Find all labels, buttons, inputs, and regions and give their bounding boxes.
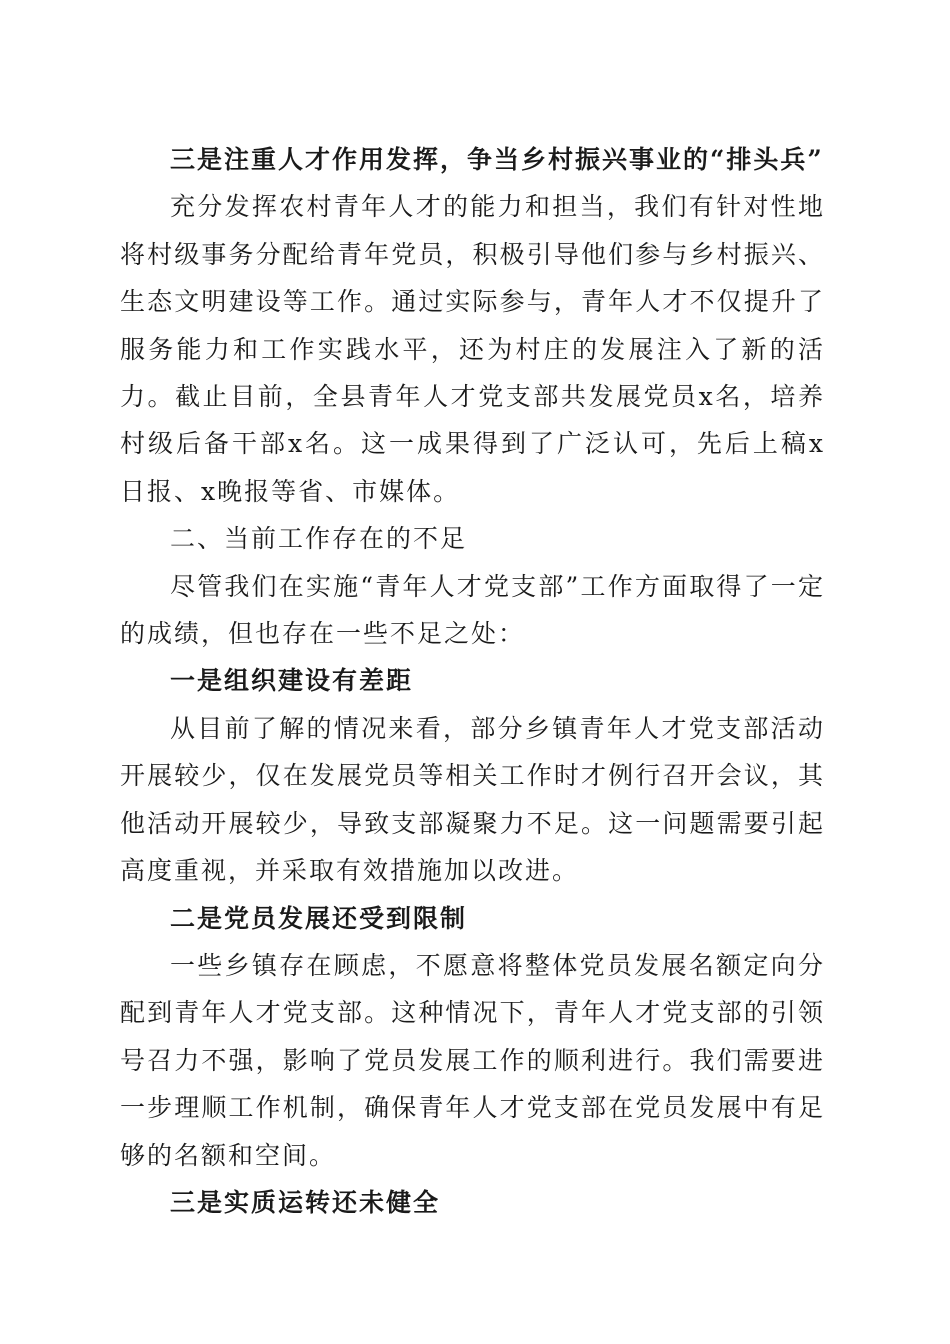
subheading-operation: 三是实质运转还未健全 bbox=[170, 1187, 441, 1217]
section-heading-shortcomings: 二、当前工作存在的不足 bbox=[170, 524, 468, 554]
paragraph-organization-gap: 从目前了解的情况来看，部分乡镇青年人才党支部活动开展较少，仅在发展党员等相关工作时才例行召开会议，其他活动开展较少，导致支部凝聚力不足。这一问题需要引起高度重视，并采取有效措施加以改进。 bbox=[120, 713, 825, 886]
paragraph-shortcomings-intro: 尽管我们在实施“青年人才党支部”工作方面取得了一定的成绩，但也存在一些不足之处： bbox=[120, 571, 825, 649]
paragraph-talent-role: 充分发挥农村青年人才的能力和担当，我们有针对性地将村级事务分配给青年党员，积极引导他们参与乡村振兴、生态文明建设等工作。通过实际参与，青年人才不仅提升了服务能力和工作实践水平，还为村庄的发展注入了新的活力。截止目前，全县青年人才党支部共发展党员x名，培养村级后备干部x名。这一成果得到了广泛认可，先后上稿x日报、x晚报等省、市媒体。 bbox=[120, 192, 825, 506]
document-body bbox=[120, 136, 825, 1226]
subheading-member-development: 二是党员发展还受到限制 bbox=[170, 903, 468, 933]
subheading-organization-gap: 一是组织建设有差距 bbox=[170, 666, 414, 696]
paragraph-member-development: 一些乡镇存在顾虑，不愿意将整体党员发展名额定向分配到青年人才党支部。这种情况下，青年人才党支部的引领号召力不强，影响了党员发展工作的顺利进行。我们需要进一步理顺工作机制，确保青年人才党支部在党员发展中有足够的名额和空间。 bbox=[120, 950, 825, 1170]
subheading-talent-role: 三是注重人才作用发挥，争当乡村振兴事业的“排头兵” bbox=[170, 145, 824, 174]
